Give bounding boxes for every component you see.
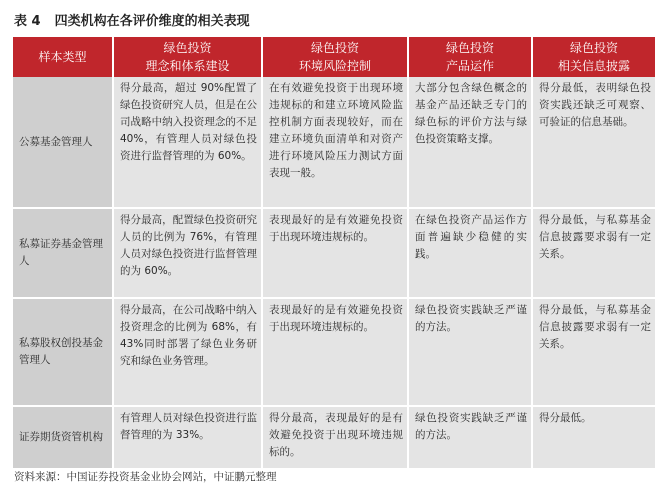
header-line: 绿色投资 — [310, 41, 359, 55]
table-cell: 得分最低，表明绿色投资实践还缺乏可观察、可验证的信息基础。 — [532, 77, 655, 208]
row-type-cell: 证券期货资管机构 — [13, 406, 113, 469]
header-line: 绿色投资 — [445, 41, 494, 55]
table-cell: 得分最高，在公司战略中纳入投资理念的比例为 68%，有 43%同时部署了绿色业务研究和绿色业务管理。 — [113, 298, 262, 406]
source-note: 资料来源：中国证券投资基金业协会网站，中证鹏元整理 — [14, 471, 277, 483]
header-product-operation — [408, 37, 532, 77]
header-line: 相关信息披露 — [557, 59, 630, 73]
header-line: 环境风险控制 — [298, 59, 371, 73]
table-title — [14, 10, 250, 29]
table-cell: 得分最低，与私募基金信息披露要求弱有一定关系。 — [532, 208, 655, 298]
table-row — [13, 208, 655, 298]
table-row — [13, 298, 655, 406]
table-cell: 绿色投资实践缺乏严谨的方法。 — [408, 406, 532, 469]
header-disclosure — [532, 37, 655, 77]
header-line: 样本类型 — [38, 50, 87, 64]
table-row — [13, 406, 655, 469]
table-number: 表 4 — [14, 14, 41, 29]
table-cell: 有管理人员对绿色投资进行监督管理的为 33%。 — [113, 406, 262, 469]
table-cell: 得分最高，超过 90%配置了绿色投资研究人员，但是在公司战略中纳入投资理念的不足 40%，有管理人员对绿色投资进行监督管理的为 60%。 — [113, 77, 262, 208]
evaluation-table — [13, 37, 655, 470]
table-cell: 表现最好的是有效避免投资于出现环境违规标的。 — [262, 208, 408, 298]
header-philosophy — [113, 37, 262, 77]
table-header-row — [13, 37, 655, 77]
row-type-cell: 公募基金管理人 — [13, 77, 113, 208]
header-line: 绿色投资 — [569, 41, 618, 55]
table-row — [13, 77, 655, 208]
table-cell: 得分最高，表现最好的是有效避免投资于出现环境违规标的。 — [262, 406, 408, 469]
row-type-cell: 私募股权创投基金管理人 — [13, 298, 113, 406]
table-cell: 绿色投资实践缺乏严谨的方法。 — [408, 298, 532, 406]
header-line: 绿色投资 — [163, 41, 212, 55]
row-type-cell: 私募证券基金管理人 — [13, 208, 113, 298]
header-line: 产品运作 — [445, 59, 494, 73]
table-title-text: 四类机构在各评价维度的相关表现 — [54, 14, 250, 29]
header-line: 理念和体系建设 — [145, 59, 230, 73]
table-cell: 在有效避免投资于出现环境违规标的和建立环境风险监控机制方面表现较好，而在建立环境负面清单和对资产进行环境风险压力测试方面表现一般。 — [262, 77, 408, 208]
header-risk-control — [262, 37, 408, 77]
table-cell: 大部分包含绿色概念的基金产品还缺乏专门的绿色标的评价方法与绿色投资策略支撑。 — [408, 77, 532, 208]
table-cell: 得分最高，配置绿色投资研究人员的比例为 76%，有管理人员对绿色投资进行监督管理的为 60%。 — [113, 208, 262, 298]
table-cell: 得分最低，与私募基金信息披露要求弱有一定关系。 — [532, 298, 655, 406]
table-cell: 在绿色投资产品运作方面普遍缺少稳健的实践。 — [408, 208, 532, 298]
table-cell: 得分最低。 — [532, 406, 655, 469]
header-sample-type — [13, 37, 113, 77]
table-cell: 表现最好的是有效避免投资于出现环境违规标的。 — [262, 298, 408, 406]
